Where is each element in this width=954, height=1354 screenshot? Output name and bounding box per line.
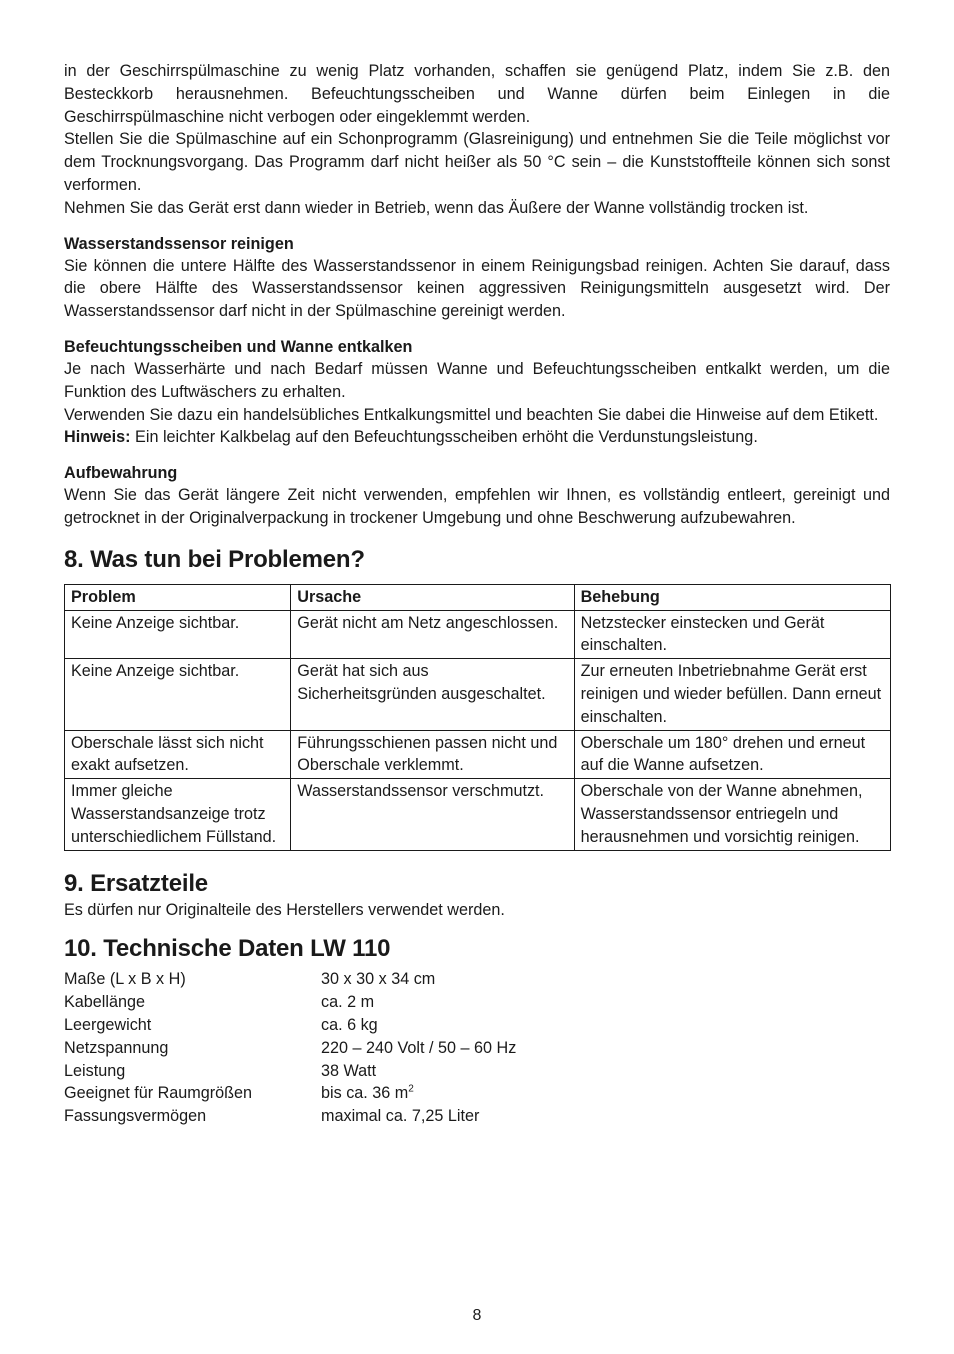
intro-paragraph-1: in der Geschirrspülmaschine zu wenig Platz vorhanden, schaffen sie genügend Platz, indem Sie z.B. den Besteckkorb herausnehmen. Befeuchtungsscheiben und Wanne dürfen beim Einlegen in die Geschirrspülmaschine nicht verbogen oder eingeklemmt werden. bbox=[64, 62, 890, 126]
sensor-text: Sie können die untere Hälfte des Wasserstandssenor in einem Reinigungsbad reinigen. Achten Sie darauf, dass die obere Hälfte des Wasserstandssensor keinen aggressiven Reinigungsmitteln ausgesetzt wird. Der Wasserstandssensor darf nicht in der Spülmaschine gereinigt werden. bbox=[64, 256, 890, 321]
table-cell: Netzstecker einstecken und Gerät einschalten. bbox=[574, 610, 890, 659]
spec-row bbox=[64, 1060, 890, 1083]
spec-row bbox=[64, 1037, 890, 1060]
header-remedy: Behebung bbox=[574, 584, 890, 610]
spec-value: ca. 6 kg bbox=[321, 1015, 378, 1034]
sensor-heading: Wasserstandssensor reinigen bbox=[64, 234, 294, 253]
table-row bbox=[65, 730, 891, 779]
page-number: 8 bbox=[472, 1307, 482, 1324]
storage-heading: Aufbewahrung bbox=[64, 464, 178, 483]
section10-title: 10. Technische Daten LW 110 bbox=[64, 935, 391, 963]
table-cell: Keine Anzeige sichtbar. bbox=[65, 610, 291, 659]
table-row bbox=[65, 659, 891, 730]
spec-label: Kabellänge bbox=[64, 993, 146, 1012]
intro-paragraph-2: Stellen Sie die Spülmaschine auf ein Schonprogramm (Glasreinigung) und entnehmen Sie die Teile möglichst vor dem Trocknungsvorgang. Das Programm darf nicht heißer als 50 °C sein – die Kunststoffteile können sich sonst verformen. bbox=[64, 130, 890, 194]
note-text: Ein leichter Kalkbelag auf den Befeuchtungsscheiben erhöht die Verdunstungsleistung. bbox=[130, 428, 758, 447]
spec-label: Leergewicht bbox=[64, 1015, 152, 1034]
problem-table bbox=[64, 584, 891, 851]
table-cell: Gerät hat sich aus Sicherheitsgründen ausgeschaltet. bbox=[291, 659, 574, 730]
spec-row bbox=[64, 1082, 890, 1105]
storage-text: Wenn Sie das Gerät längere Zeit nicht verwenden, empfehlen wir Ihnen, es vollständig entleert, gereinigt und getrocknet in der Originalverpackung in trockener Umgebung und ohne Beschwerung aufzubewahren. bbox=[64, 486, 890, 527]
table-cell: Oberschale um 180° drehen und erneut auf die Wanne aufsetzen. bbox=[574, 730, 890, 779]
header-problem: Problem bbox=[65, 584, 291, 610]
spec-row bbox=[64, 1014, 890, 1037]
table-header-row bbox=[65, 584, 891, 610]
spec-row bbox=[64, 1105, 890, 1128]
intro-paragraph-3: Nehmen Sie das Gerät erst dann wieder in Betrieb, wenn das Äußere der Wanne vollständig trocken ist. bbox=[64, 198, 809, 217]
spec-label: Netzspannung bbox=[64, 1038, 169, 1057]
descale-paragraph-1: Je nach Wasserhärte und nach Bedarf müssen Wanne und Befeuchtungsscheiben entkalkt werden, um die Funktion des Luftwäschers zu erhalten. bbox=[64, 359, 890, 401]
table-cell: Oberschale von der Wanne abnehmen, Wasserstandssensor entriegeln und herausnehmen und vorsichtig reinigen. bbox=[574, 779, 890, 850]
spec-label: Leistung bbox=[64, 1061, 126, 1080]
table-cell: Oberschale lässt sich nicht exakt aufsetzen. bbox=[65, 730, 291, 779]
spec-label: Fassungsvermögen bbox=[64, 1107, 207, 1126]
spec-value: 220 – 240 Volt / 50 – 60 Hz bbox=[321, 1038, 517, 1057]
spec-value-text: bis ca. 36 m bbox=[321, 1084, 409, 1103]
spec-list bbox=[64, 968, 890, 1128]
spec-row bbox=[64, 968, 890, 991]
section9-title: 9. Ersatzteile bbox=[64, 869, 208, 897]
spec-value: ca. 2 m bbox=[321, 993, 375, 1012]
spec-row bbox=[64, 991, 890, 1014]
table-cell: Zur erneuten Inbetriebnahme Gerät erst reinigen und wieder befüllen. Dann erneut einschalten. bbox=[574, 659, 890, 730]
spec-label: Maße (L x B x H) bbox=[64, 970, 186, 989]
spec-label: Geeignet für Raumgrößen bbox=[64, 1084, 253, 1103]
section8-title: 8. Was tun bei Problemen? bbox=[64, 545, 365, 573]
spec-value: 38 Watt bbox=[321, 1061, 377, 1080]
descale-note bbox=[64, 426, 890, 449]
table-cell: Keine Anzeige sichtbar. bbox=[65, 659, 291, 730]
note-label: Hinweis: bbox=[64, 428, 131, 447]
spec-value bbox=[321, 1082, 414, 1105]
table-row bbox=[65, 779, 891, 850]
table-cell: Immer gleiche Wasserstandsanzeige trotz unterschiedlichem Füllstand. bbox=[65, 779, 291, 850]
spec-value: 30 x 30 x 34 cm bbox=[321, 970, 436, 989]
table-row bbox=[65, 610, 891, 659]
descale-heading: Befeuchtungsscheiben und Wanne entkalken bbox=[64, 337, 413, 356]
superscript-exponent: 2 bbox=[408, 1083, 414, 1095]
table-cell: Führungsschienen passen nicht und Oberschale verklemmt. bbox=[291, 730, 574, 779]
document-page bbox=[64, 60, 890, 1128]
spec-value: maximal ca. 7,25 Liter bbox=[321, 1107, 480, 1126]
section9-text: Es dürfen nur Originalteile des Herstellers verwendet werden. bbox=[64, 900, 505, 919]
header-cause: Ursache bbox=[291, 584, 574, 610]
table-cell: Gerät nicht am Netz angeschlossen. bbox=[291, 610, 574, 659]
table-cell: Wasserstandssensor verschmutzt. bbox=[291, 779, 574, 850]
descale-paragraph-2: Verwenden Sie dazu ein handelsübliches Entkalkungsmittel und beachten Sie dabei die Hinweise auf dem Etikett. bbox=[64, 405, 879, 424]
